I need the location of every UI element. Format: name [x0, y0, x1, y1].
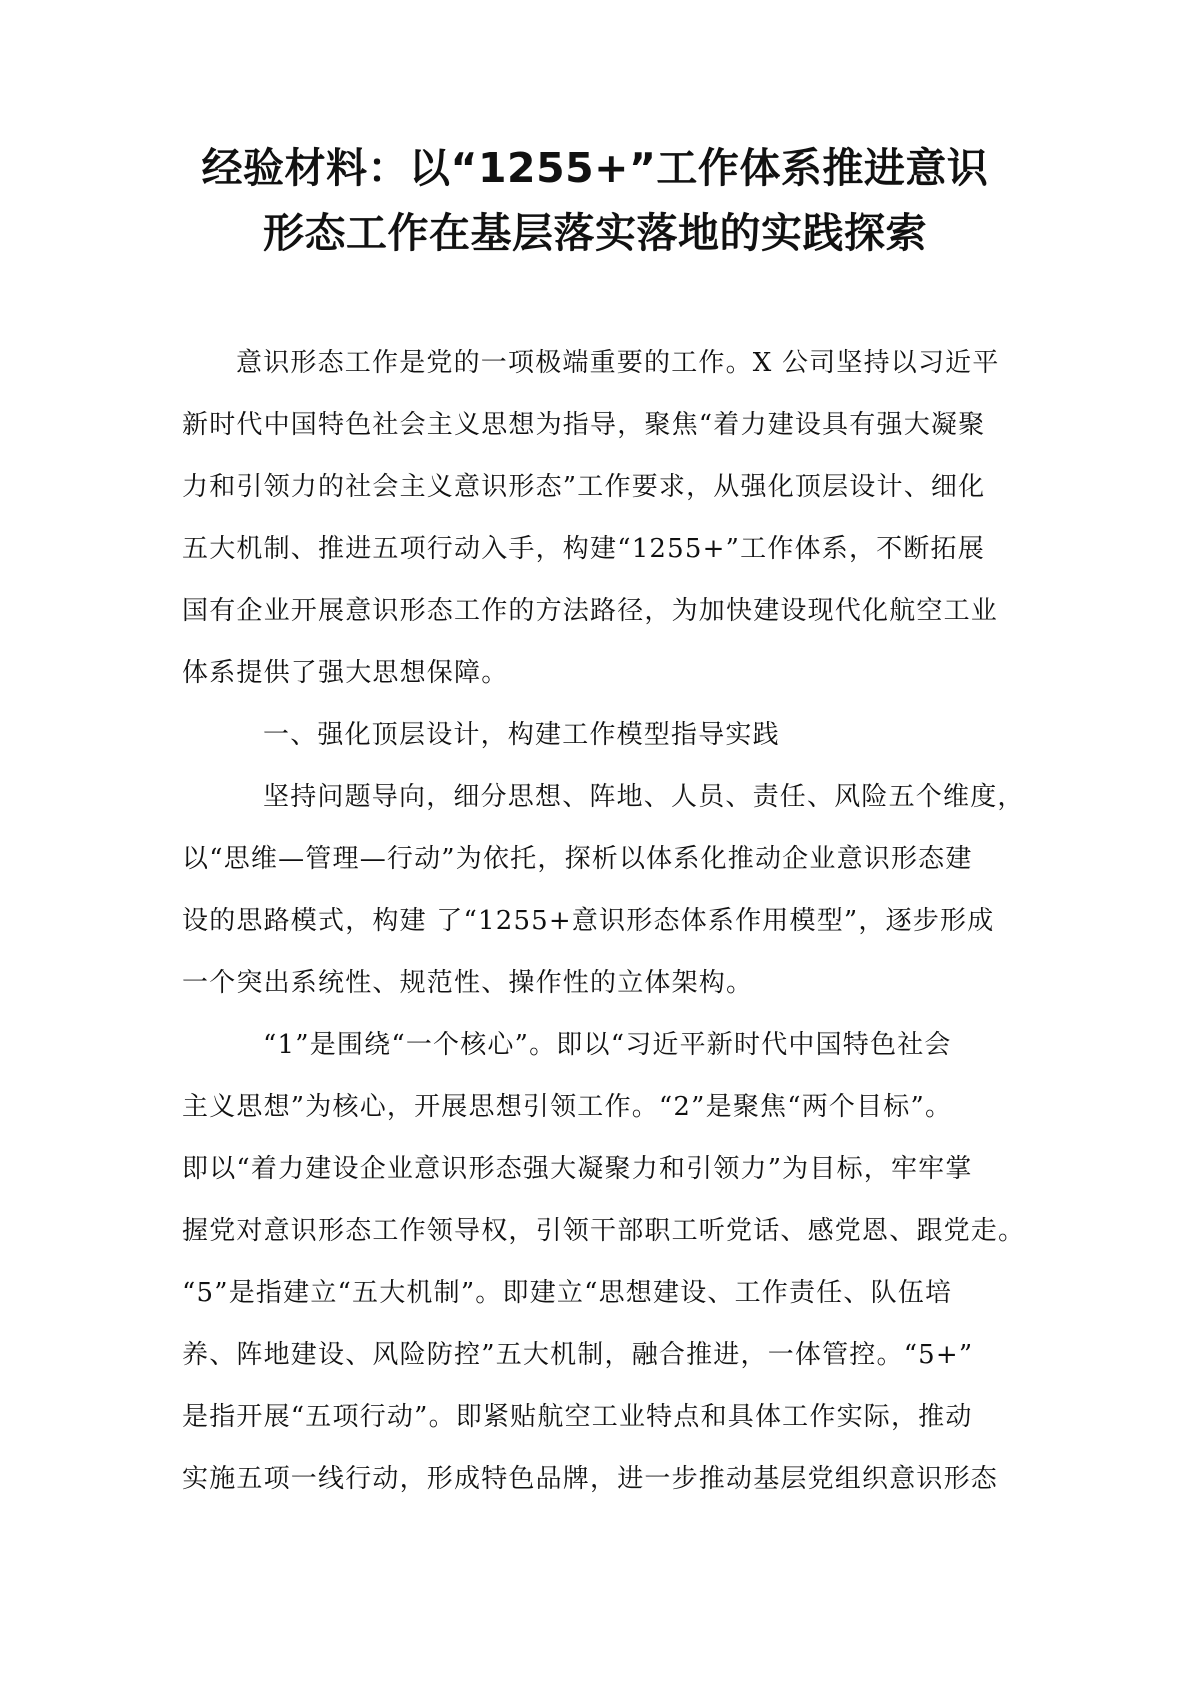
- title-line-2: 形态工作在基层落实落地的实践探索: [263, 209, 927, 257]
- text-line: 力和引领力的社会主义意识形态”工作要求，从强化顶层设计、细化: [182, 472, 986, 502]
- section-heading: [182, 704, 1014, 766]
- text-line: “5”是指建立“五大机制”。即建立“思想建设、工作责任、队伍培: [182, 1278, 953, 1308]
- text-line: 握党对意识形态工作领导权，引领干部职工听党话、感党恩、跟党走。: [182, 1216, 1026, 1246]
- text-line: 以“思维—管理—行动”为依托，探析以体系化推动企业意识形态建: [182, 844, 973, 874]
- text-line: 实施五项一线行动，形成特色品牌，进一步推动基层党组织意识形态: [182, 1464, 999, 1494]
- text-line: 一个突出系统性、规范性、操作性的立体架构。: [182, 968, 754, 998]
- text-line: 设的思路模式，构建 了“1255+意识形态体系作用模型”，逐步形成: [182, 906, 995, 936]
- section-heading-text: 一、强化顶层设计，构建工作模型指导实践: [263, 720, 780, 750]
- text-line: 国有企业开展意识形态工作的方法路径，为加快建设现代化航空工业: [182, 596, 999, 626]
- text-line: 意识形态工作是党的一项极端重要的工作。X 公司坚持以习近平: [236, 348, 1000, 378]
- document-title: [150, 136, 1040, 266]
- text-line: 五大机制、推进五项行动入手，构建“1255+”工作体系，不断拓展: [182, 534, 985, 564]
- text-line: 新时代中国特色社会主义思想为指导，聚焦“着力建设具有强大凝聚: [182, 410, 986, 440]
- text-line: 坚持问题导向，细分思想、阵地、人员、责任、风险五个维度，: [263, 782, 1025, 812]
- section1-paragraph-2: [182, 1014, 1026, 1510]
- section1-paragraph-1: [182, 766, 1025, 1014]
- text-line: 养、阵地建设、风险防控”五大机制，融合推进，一体管控。“5+”: [182, 1340, 974, 1370]
- title-line-1: 经验材料：以“1255+”工作体系推进意识: [201, 144, 989, 192]
- text-line: “1”是围绕“一个核心”。即以“习近平新时代中国特色社会: [263, 1030, 952, 1060]
- text-line: 是指开展“五项行动”。即紧贴航空工业特点和具体工作实际，推动: [182, 1402, 973, 1432]
- text-line: 主义思想”为核心，开展思想引领工作。“2”是聚焦“两个目标”。: [182, 1092, 953, 1122]
- intro-paragraph: [182, 332, 1014, 704]
- text-line: 体系提供了强大思想保障。: [182, 658, 509, 688]
- text-line: 即以“着力建设企业意识形态强大凝聚力和引领力”为目标，牢牢掌: [182, 1154, 973, 1184]
